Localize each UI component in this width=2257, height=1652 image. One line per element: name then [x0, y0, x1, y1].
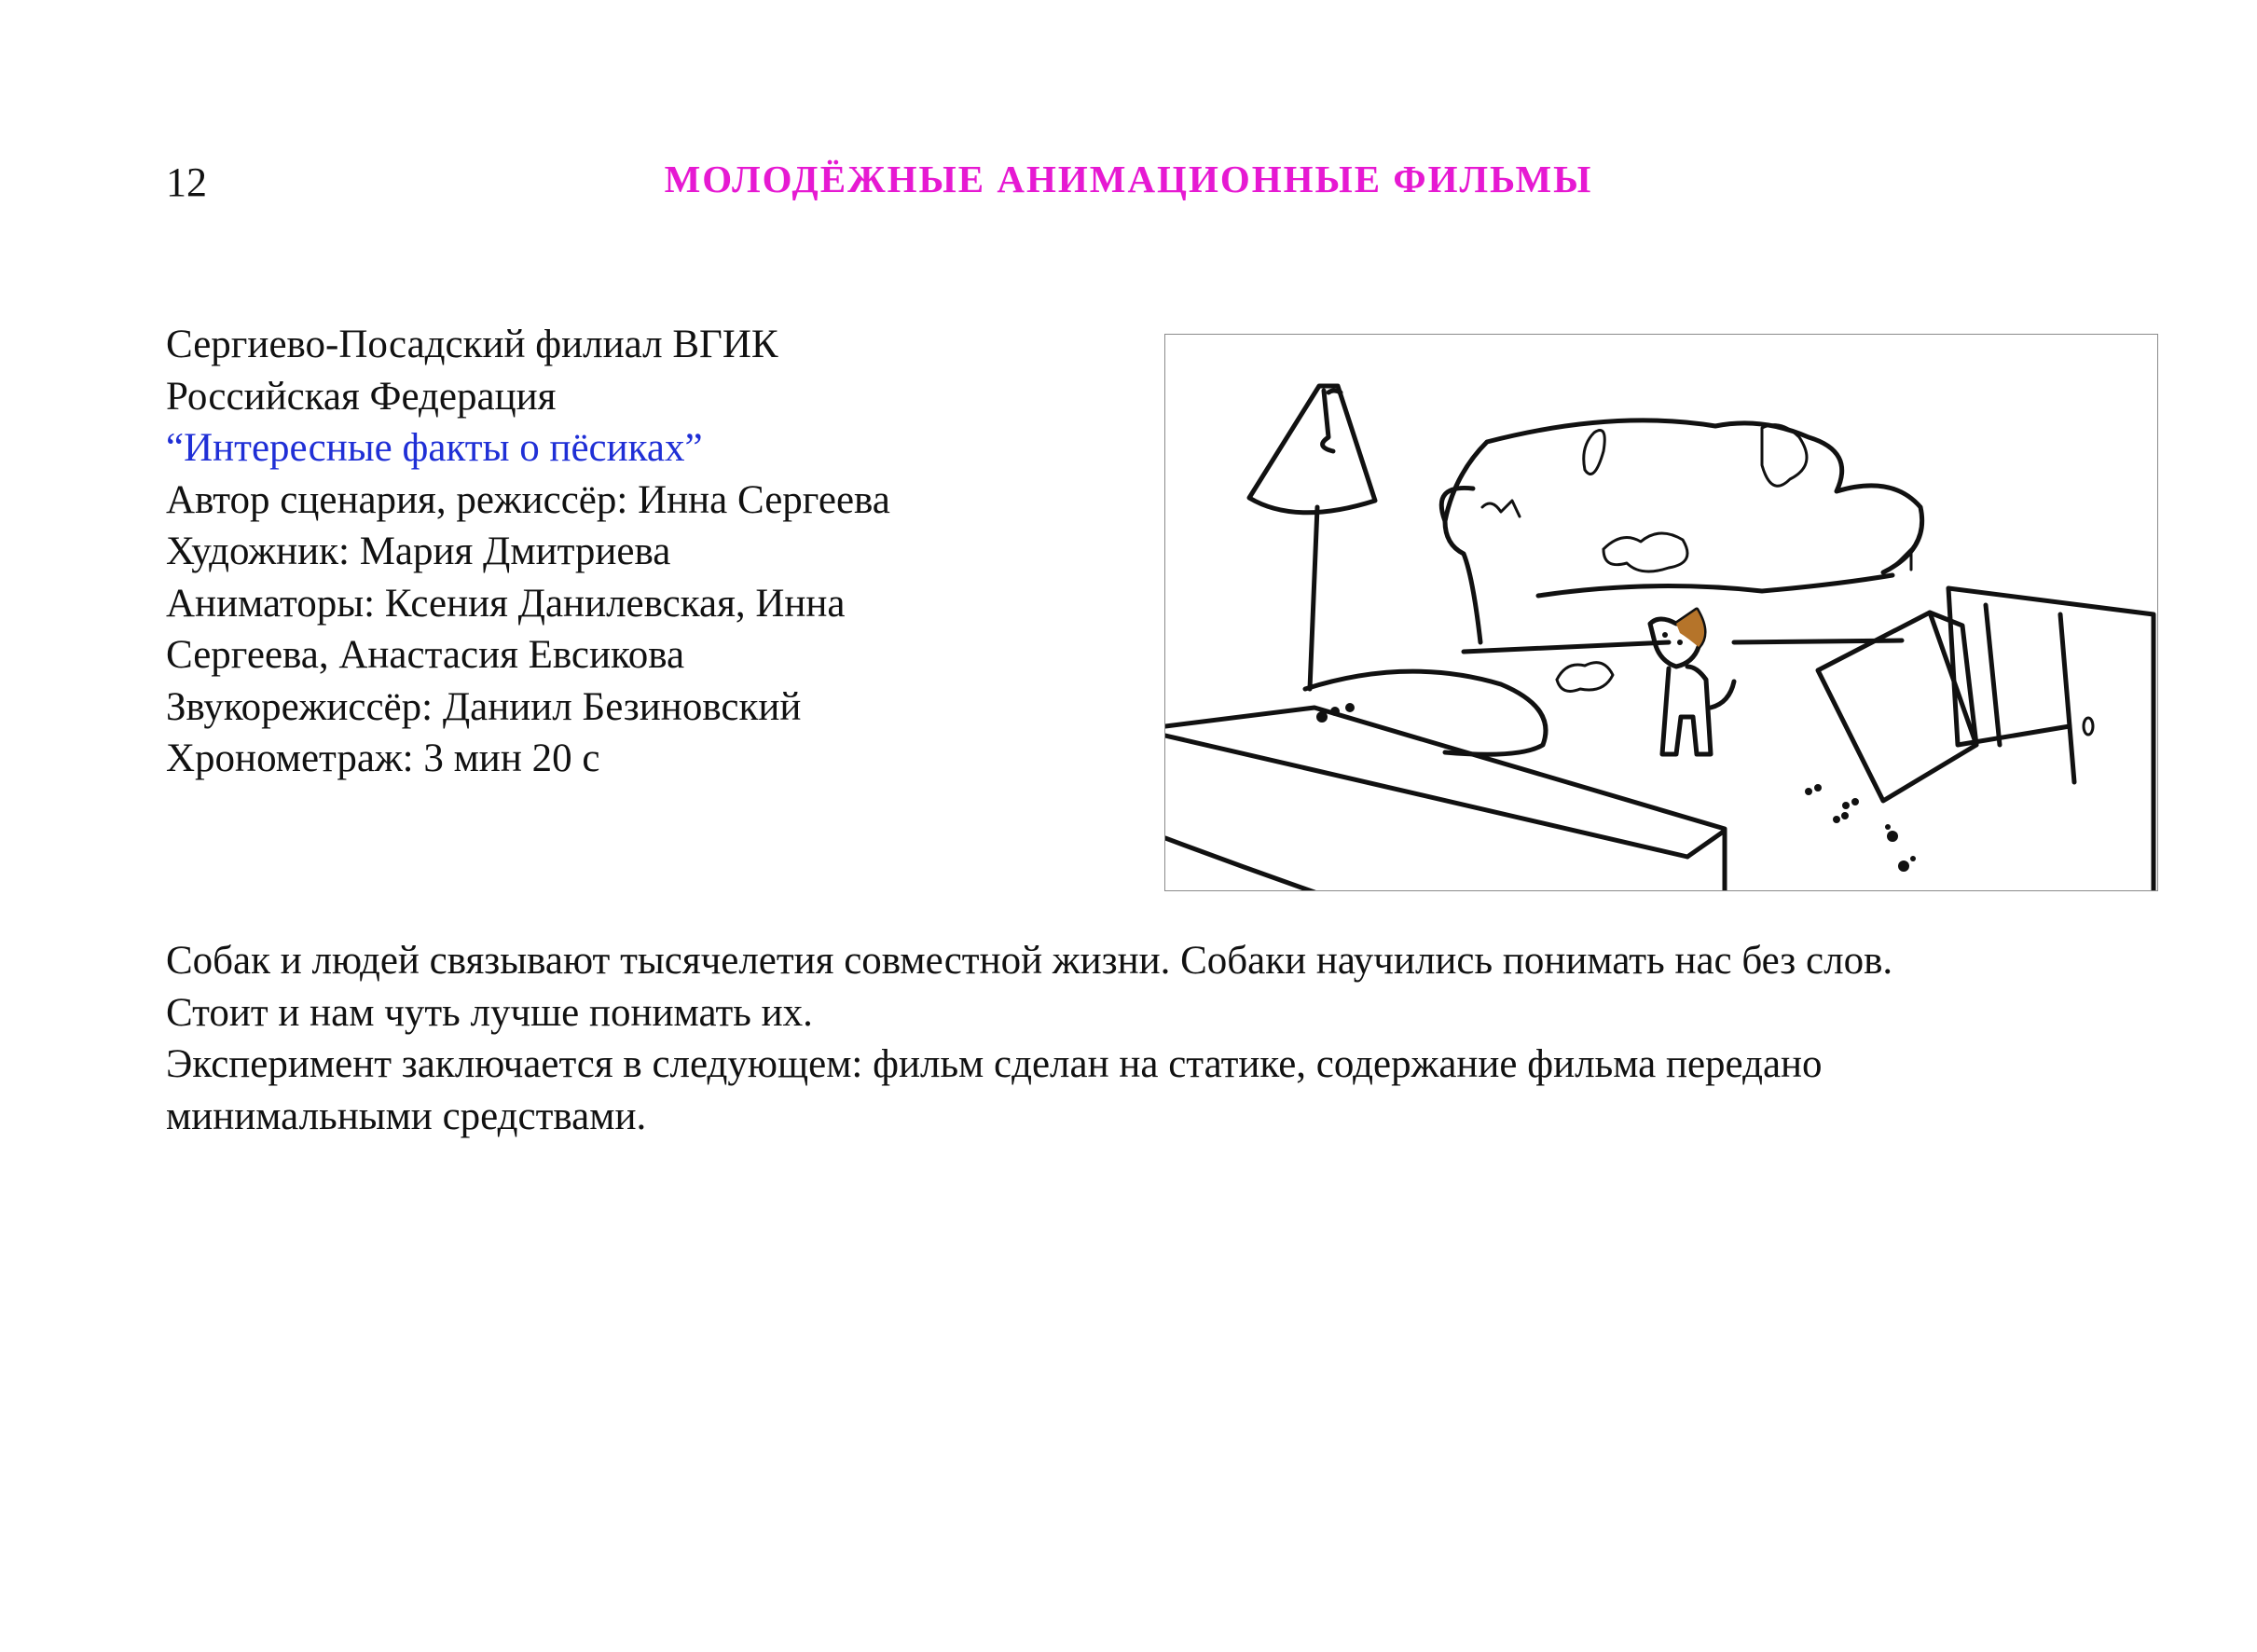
description-line: Стоит и нам чуть лучше понимать их. [166, 990, 813, 1035]
institution: Сергиево-Посадский филиал ВГИК [166, 323, 778, 366]
film-description [166, 935, 2170, 1142]
lamp-pole [1310, 507, 1317, 689]
page-header: МОЛОДЁЖНЫЕ АНИМАЦИОННЫЕ ФИЛЬМЫ [664, 158, 1593, 200]
sofa-back [1445, 420, 1922, 572]
credit-line: Звукорежиссёр: Даниил Безиновский [166, 684, 802, 729]
country: Российская Федерация [166, 374, 557, 419]
film-title: “Интересные факты о пёсиках” [166, 426, 703, 470]
description-line: Эксперимент заключается в следующем: фильм сделан на статике, содержание фильма передано [166, 1042, 1823, 1086]
lamp-sock [1323, 391, 1333, 451]
credit-line: Сергеева, Анастасия Евсикова [166, 633, 685, 677]
film-still-drawing [1165, 335, 2158, 891]
sofa-seat [1538, 575, 1892, 596]
description-line: Собак и людей связывают тысячелетия совместной жизни. Собаки научились понимать нас без слов. [166, 939, 1893, 983]
credit-line: Аниматоры: Ксения Данилевская, Инна [166, 581, 846, 626]
dog-body [1662, 667, 1711, 754]
stuffing [1603, 533, 1687, 571]
film-still-image [1164, 334, 2158, 891]
credit-line: Автор сценария, режиссёр: Инна Сергеева [166, 477, 890, 522]
credit-line: Хронометраж: 3 мин 20 с [166, 737, 600, 780]
page-number: 12 [166, 159, 207, 205]
description-line: минимальными средствами. [166, 1094, 647, 1138]
lamp-shade [1249, 386, 1375, 513]
sofa-left-arm [1445, 521, 1480, 642]
film-credits [166, 319, 1117, 785]
paw-prints [1316, 703, 1916, 872]
credit-line: Художник: Мария Дмитриева [166, 530, 671, 573]
